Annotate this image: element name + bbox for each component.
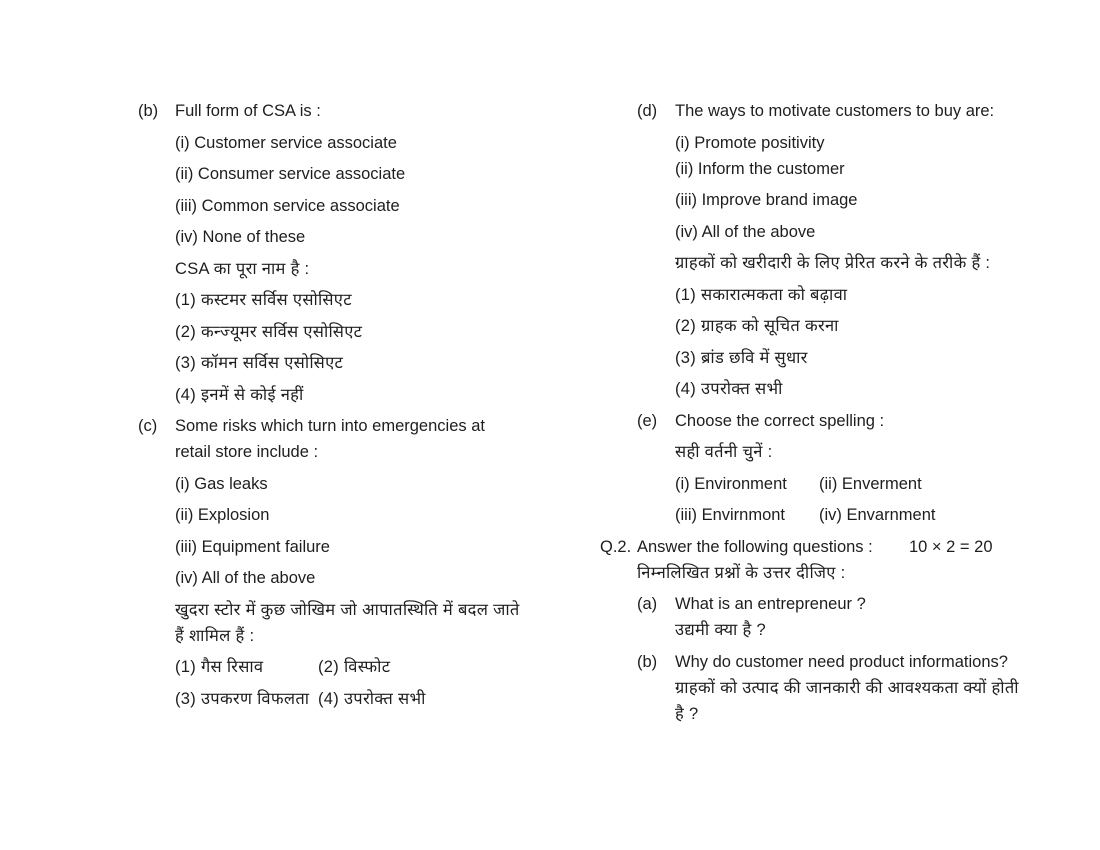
question-e	[600, 407, 1010, 439]
question-c	[138, 412, 518, 438]
hindi-question: खुदरा स्टोर में कुछ जोखिम जो आपातस्थिति में बदल जाते	[175, 600, 520, 619]
question-text: What is an entrepreneur ?	[675, 595, 866, 613]
hindi-option: (2) ग्राहक को सूचित करना	[675, 317, 839, 335]
question-key: (d)	[637, 102, 658, 120]
question-text: Why do customer need product informations?	[675, 652, 1008, 671]
question-text: Answer the following questions :	[637, 537, 873, 556]
hindi-option: (4) इनमें से कोई नहीं	[175, 385, 304, 404]
question-b	[138, 97, 518, 129]
option: (iii) Envirnmont	[675, 506, 786, 524]
option: (i) Promote positivity	[675, 133, 825, 152]
hindi-option: (2) विस्फोट	[318, 658, 391, 676]
question-2b	[600, 648, 1010, 674]
hindi-question: CSA का पूरा नाम है :	[175, 259, 310, 278]
option: (i) Environment	[675, 474, 787, 493]
option: (ii) Explosion	[175, 506, 270, 524]
hindi-option: (1) गैस रिसाव	[175, 658, 264, 676]
hindi-option: (4) उपरोक्त सभी	[675, 380, 783, 398]
hindi-question: ग्राहकों को उत्पाद की जानकारी की आवश्यकता क्यों होती	[675, 678, 1019, 697]
right-column	[600, 97, 1019, 731]
option: (iv) All of the above	[175, 569, 316, 587]
question-d	[600, 97, 1010, 129]
option: (iii) Improve brand image	[675, 191, 858, 209]
hindi-option: (3) उपकरण विफलता	[175, 689, 310, 708]
question-2	[600, 533, 1010, 559]
left-column	[138, 97, 518, 716]
hindi-question: हैं शामिल हैं :	[175, 626, 255, 645]
option: (iii) Equipment failure	[175, 537, 330, 556]
marks: 10 × 2 = 20	[909, 537, 993, 556]
option: (ii) Inform the customer	[675, 159, 845, 178]
option: (iv) All of the above	[675, 222, 816, 241]
option: (i) Gas leaks	[175, 474, 268, 493]
question-key: Q.2.	[600, 537, 632, 556]
hindi-option: (2) कन्ज्यूमर सर्विस एसोसिएट	[175, 322, 363, 341]
hindi-option: (1) कस्टमर सर्विस एसोसिएट	[175, 291, 352, 309]
question-text: Some risks which turn into emergencies at	[175, 417, 485, 435]
option: (ii) Enverment	[819, 474, 922, 493]
option: (i) Customer service associate	[175, 133, 397, 152]
hindi-question: है ?	[675, 704, 699, 723]
option: (iii) Common service associate	[175, 196, 400, 215]
question-text: Choose the correct spelling :	[675, 411, 885, 430]
hindi-question: निम्नलिखित प्रश्नों के उत्तर दीजिए :	[637, 563, 846, 582]
hindi-question: उद्यमी क्या है ?	[675, 621, 766, 639]
question-key: (b)	[138, 102, 159, 120]
option: (iv) None of these	[175, 228, 306, 246]
hindi-question: ग्राहकों को खरीदारी के लिए प्रेरित करने के तरीके हैं :	[675, 254, 991, 272]
hindi-option: (4) उपरोक्त सभी	[318, 689, 426, 708]
question-text: retail store include :	[175, 443, 319, 461]
hindi-option: (3) कॉमन सर्विस एसोसिएट	[175, 354, 344, 372]
hindi-option: (1) सकारात्मकता को बढ़ावा	[675, 285, 848, 304]
hindi-option: (3) ब्रांड छवि में सुधार	[675, 348, 808, 367]
option: (ii) Consumer service associate	[175, 165, 406, 183]
question-key: (a)	[637, 595, 658, 613]
option: (iv) Envarnment	[819, 506, 936, 524]
question-text: The ways to motivate customers to buy are:	[675, 102, 995, 120]
question-key: (c)	[138, 417, 158, 435]
question-text: Full form of CSA is :	[175, 102, 321, 120]
question-key: (e)	[637, 411, 658, 430]
question-key: (b)	[637, 652, 658, 671]
question-2a	[600, 590, 1010, 616]
hindi-question: सही वर्तनी चुनें :	[675, 443, 773, 461]
